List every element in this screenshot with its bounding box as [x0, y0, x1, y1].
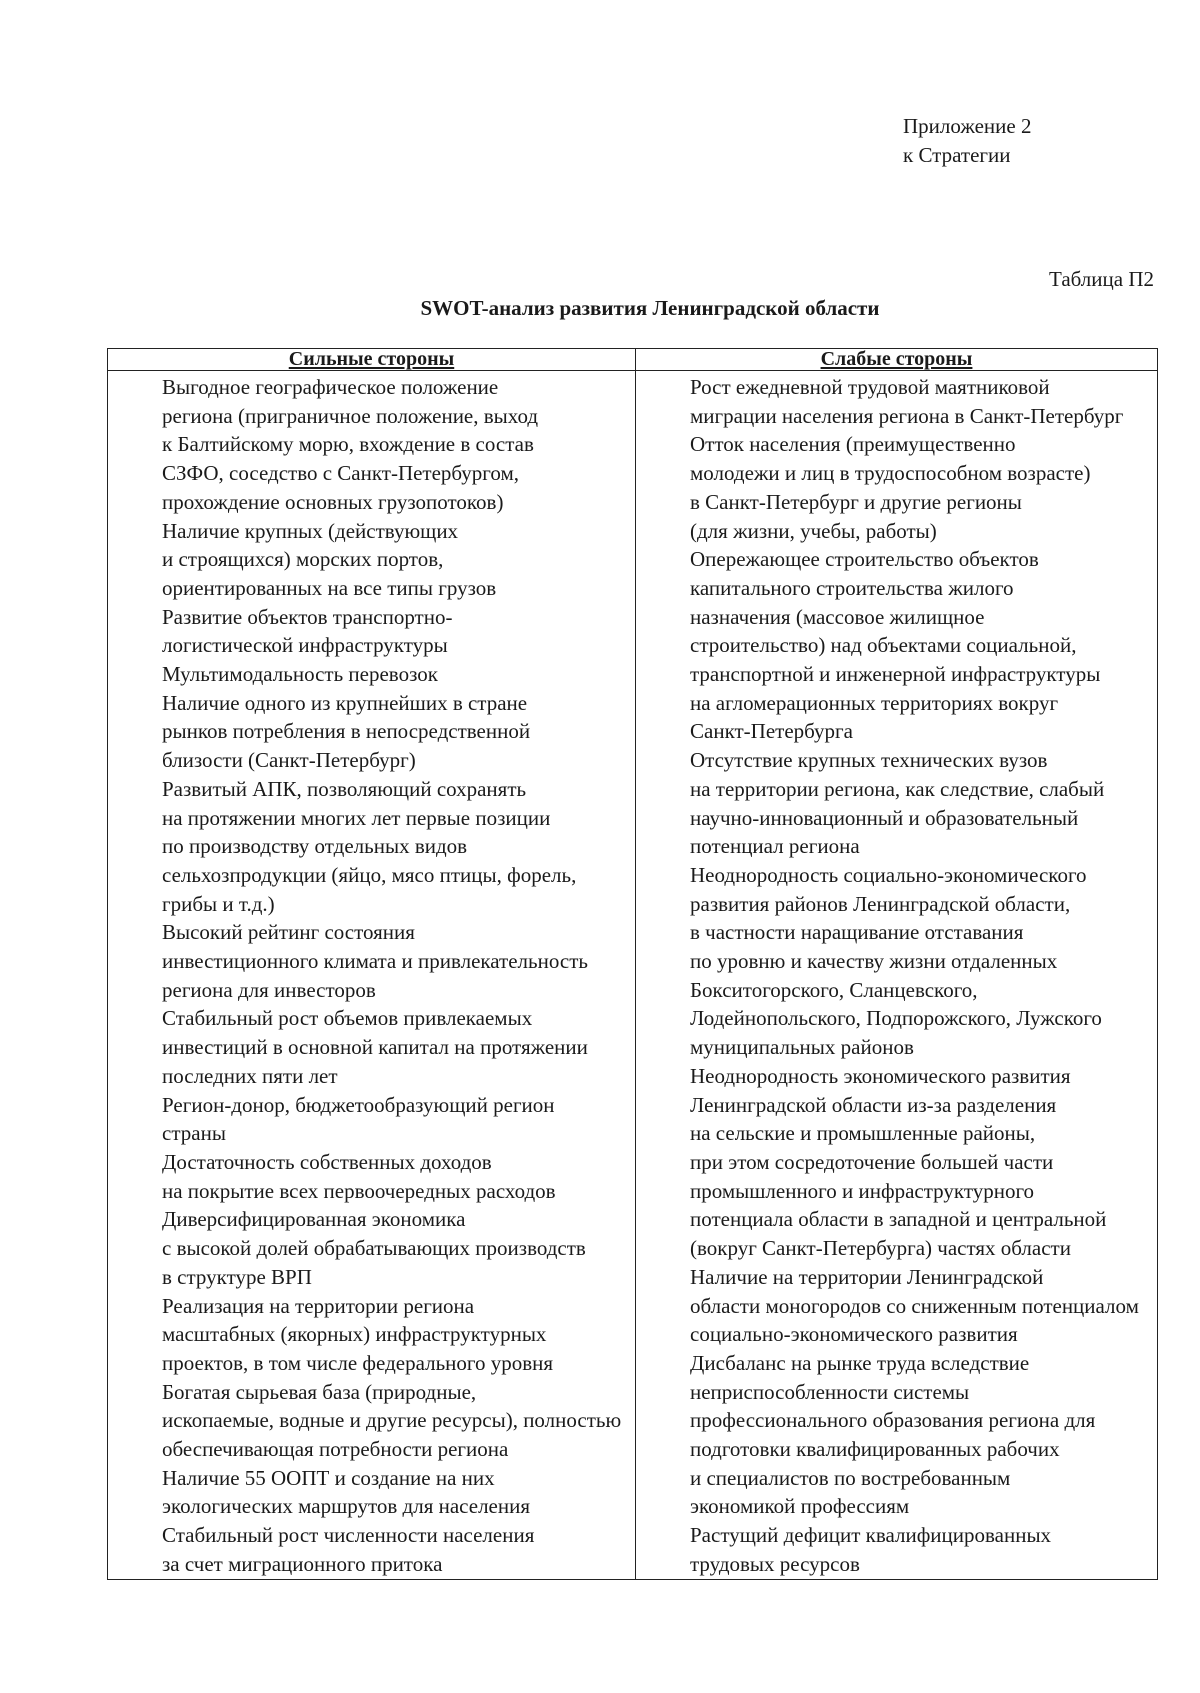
- item-line: по уровню и качеству жизни отдаленных: [690, 949, 1058, 974]
- strength-item: [114, 689, 629, 775]
- item-line: Развитый АПК, позволяющий сохранять: [162, 776, 527, 801]
- item-line: транспортной и инженерной инфраструктуры: [690, 662, 1101, 687]
- item-line: ископаемые, водные и другие ресурсы), полностью: [162, 1408, 622, 1433]
- item-line: Мультимодальность перевозок: [162, 662, 438, 687]
- item-line: муниципальных районов: [690, 1035, 914, 1060]
- table-number: Таблица П2: [1049, 267, 1154, 291]
- weakness-item: [642, 373, 1151, 430]
- item-line: капитального строительства жилого: [690, 575, 1014, 600]
- item-line: развития районов Ленинградской области,: [690, 891, 1071, 916]
- item-line: Выгодное географическое положение: [162, 375, 499, 399]
- item-line: с высокой долей обрабатывающих производств: [162, 1236, 586, 1261]
- item-line: Ленинградской области из-за разделения: [690, 1092, 1057, 1117]
- strength-item: [114, 775, 629, 919]
- item-line: масштабных (якорных) инфраструктурных: [162, 1322, 547, 1347]
- item-line: (вокруг Санкт-Петербурга) частях области: [690, 1236, 1071, 1261]
- item-line: потенциал региона: [690, 834, 860, 859]
- item-line: Достаточность собственных доходов: [162, 1149, 492, 1174]
- strength-item: [114, 517, 629, 603]
- item-line: в Санкт-Петербург и другие регионы: [690, 489, 1022, 514]
- item-line: (для жизни, учебы, работы): [690, 518, 937, 543]
- strength-item: [114, 1464, 629, 1521]
- item-line: Наличие крупных (действующих: [162, 518, 459, 543]
- item-line: Наличие на территории Ленинградской: [690, 1264, 1044, 1289]
- item-line: грибы и т.д.): [162, 891, 275, 916]
- item-line: Наличие одного из крупнейших в стране: [162, 690, 528, 715]
- item-line: обеспечивающая потребности региона: [162, 1437, 509, 1462]
- item-line: прохождение основных грузопотоков): [162, 489, 504, 514]
- item-line: сельхозпродукции (яйцо, мясо птицы, форель,: [162, 862, 577, 887]
- item-line: Высокий рейтинг состояния: [162, 920, 415, 945]
- item-line: последних пяти лет: [162, 1063, 338, 1088]
- item-line: подготовки квалифицированных рабочих: [690, 1437, 1060, 1462]
- item-line: Опережающее строительство объектов: [690, 547, 1039, 572]
- strength-item: [114, 1004, 629, 1090]
- item-line: логистической инфраструктуры: [162, 633, 448, 658]
- item-line: Лодейнопольского, Подпорожского, Лужского: [690, 1006, 1102, 1031]
- item-line: экономикой профессиям: [690, 1494, 910, 1519]
- item-line: проектов, в том числе федерального уровня: [162, 1350, 554, 1375]
- item-line: Бокситогорского, Сланцевского,: [690, 977, 978, 1002]
- item-line: страны: [162, 1121, 226, 1146]
- item-line: региона (приграничное положение, выход: [162, 403, 539, 428]
- item-line: на протяжении многих лет первые позиции: [162, 805, 551, 830]
- strength-item: [114, 1091, 629, 1148]
- item-line: на сельские и промышленные районы,: [690, 1121, 1036, 1146]
- strength-item: [114, 1205, 629, 1291]
- item-line: региона для инвесторов: [162, 977, 376, 1002]
- strengths-cell: [108, 371, 636, 1580]
- item-line: Стабильный рост численности населения: [162, 1523, 535, 1548]
- weakness-item: [642, 861, 1151, 1062]
- weakness-item: [642, 746, 1151, 861]
- swot-table: [107, 348, 1158, 1580]
- weaknesses-header: Слабые стороны: [636, 349, 1158, 371]
- item-line: в частности наращивание отставания: [690, 920, 1024, 945]
- item-line: Наличие 55 ООПТ и создание на них: [162, 1465, 495, 1490]
- item-line: и специалистов по востребованным: [690, 1465, 1011, 1490]
- item-line: инвестиций в основной капитал на протяжении: [162, 1035, 588, 1060]
- item-line: Отток населения (преимущественно: [690, 432, 1016, 457]
- weakness-item: [642, 1349, 1151, 1521]
- strength-item: [114, 373, 629, 517]
- document-title: SWOT-анализ развития Ленинградской области: [420, 296, 880, 320]
- item-line: близости (Санкт-Петербург): [162, 748, 416, 773]
- item-line: Отсутствие крупных технических вузов: [690, 748, 1048, 773]
- item-line: Санкт-Петербурга: [690, 719, 853, 744]
- strength-item: [114, 1378, 629, 1464]
- item-line: инвестиционного климата и привлекательность: [162, 949, 588, 974]
- item-line: молодежи и лиц в трудоспособном возрасте): [690, 461, 1091, 486]
- weakness-item: [642, 545, 1151, 746]
- item-line: трудовых ресурсов: [690, 1551, 860, 1576]
- item-line: социально-экономического развития: [690, 1322, 1018, 1347]
- appendix-note: [903, 112, 1031, 170]
- item-line: Диверсифицированная экономика: [162, 1207, 466, 1232]
- strength-item: [114, 918, 629, 1004]
- item-line: Неоднородность социально-экономического: [690, 862, 1087, 887]
- item-line: на территории региона, как следствие, слабый: [690, 776, 1105, 801]
- strengths-header: Сильные стороны: [108, 349, 636, 371]
- item-line: на покрытие всех первоочередных расходов: [162, 1178, 556, 1203]
- item-line: потенциала области в западной и центральной: [690, 1207, 1107, 1232]
- strength-item: [114, 1148, 629, 1205]
- item-line: области моногородов со сниженным потенциалом: [690, 1293, 1139, 1318]
- item-line: Реализация на территории региона: [162, 1293, 475, 1318]
- item-line: на агломерационных территориях вокруг: [690, 690, 1059, 715]
- item-line: СЗФО, соседство с Санкт-Петербургом,: [162, 461, 520, 486]
- item-line: экологических маршрутов для населения: [162, 1494, 531, 1519]
- item-line: за счет миграционного притока: [162, 1551, 443, 1576]
- appendix-line-1: Приложение 2: [903, 114, 1032, 138]
- item-line: Неоднородность экономического развития: [690, 1063, 1071, 1088]
- item-line: и строящихся) морских портов,: [162, 547, 444, 572]
- strength-item: [114, 1521, 629, 1578]
- item-line: назначения (массовое жилищное: [690, 604, 985, 629]
- item-line: промышленного и инфраструктурного: [690, 1178, 1035, 1203]
- weakness-item: [642, 1062, 1151, 1263]
- item-line: профессионального образования региона для: [690, 1408, 1096, 1433]
- strength-item: [114, 660, 629, 689]
- item-line: неприспособленности системы: [690, 1379, 970, 1404]
- weaknesses-cell: [636, 371, 1158, 1580]
- item-line: ориентированных на все типы грузов: [162, 575, 497, 600]
- item-line: рынков потребления в непосредственной: [162, 719, 531, 744]
- item-line: к Балтийскому морю, вхождение в состав: [162, 432, 534, 457]
- item-line: по производству отдельных видов: [162, 834, 468, 859]
- item-line: Дисбаланс на рынке труда вследствие: [690, 1350, 1030, 1375]
- item-line: Регион-донор, бюджетообразующий регион: [162, 1092, 555, 1117]
- item-line: миграции населения региона в Санкт-Петербург: [690, 403, 1124, 428]
- item-line: Стабильный рост объемов привлекаемых: [162, 1006, 533, 1031]
- item-line: Развитие объектов транспортно-: [162, 604, 453, 629]
- weakness-item: [642, 430, 1151, 545]
- item-line: Богатая сырьевая база (природные,: [162, 1379, 477, 1404]
- item-line: строительство) над объектами социальной,: [690, 633, 1077, 658]
- item-line: при этом сосредоточение большей части: [690, 1149, 1054, 1174]
- item-line: Рост ежедневной трудовой маятниковой: [690, 375, 1050, 399]
- item-line: в структуре ВРП: [162, 1264, 312, 1289]
- strength-item: [114, 1292, 629, 1378]
- item-line: научно-инновационный и образовательный: [690, 805, 1079, 830]
- weakness-item: [642, 1521, 1151, 1578]
- weakness-item: [642, 1263, 1151, 1349]
- item-line: Растущий дефицит квалифицированных: [690, 1523, 1052, 1548]
- appendix-line-2: к Стратегии: [903, 143, 1011, 167]
- strength-item: [114, 603, 629, 660]
